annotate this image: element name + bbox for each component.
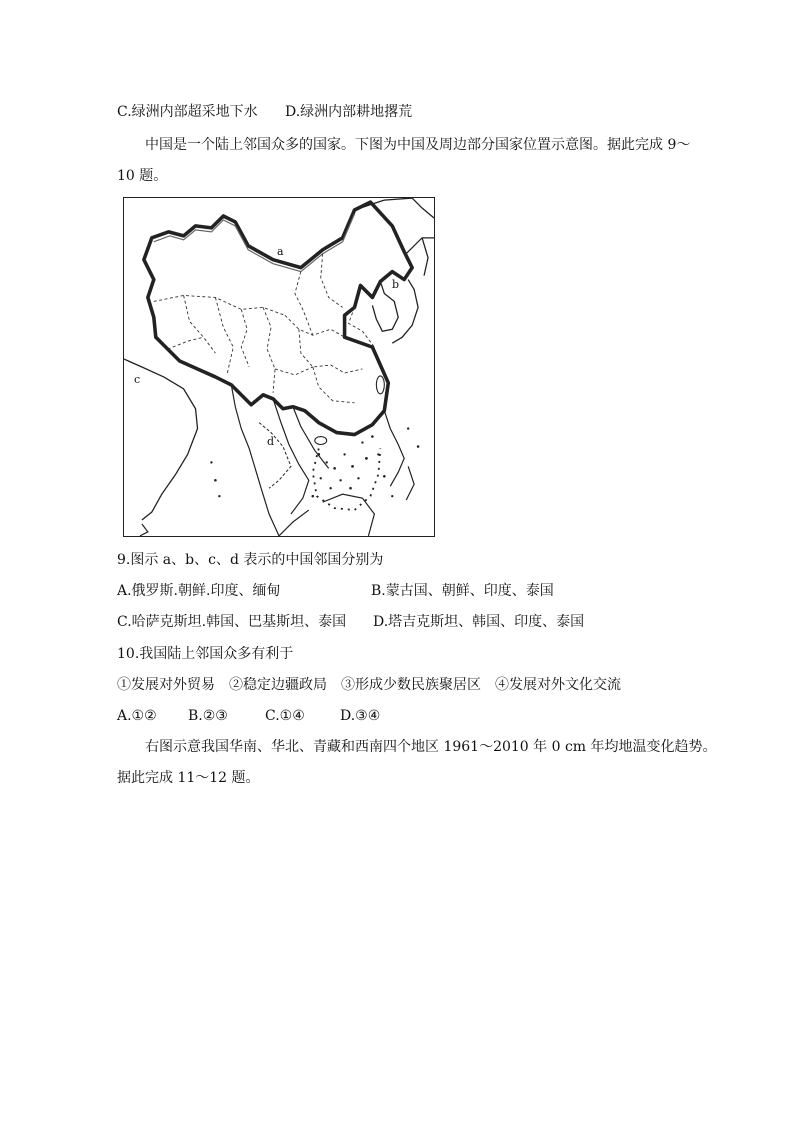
maritime-boundary [313,448,381,510]
q10-option-b: B.②③ [188,708,228,724]
russia-coast [355,198,434,254]
q9-option-a: A.俄罗斯.朝鲜.印度、缅甸 [117,583,281,599]
map-label-c: c [134,373,141,386]
q10-items: ①发展对外贸易 ②稳定边疆政局 ③形成少数民族聚居区 ④发展对外文化交流 [117,677,621,693]
prev-option-d: D.绿洲内部耕地撂荒 [285,104,413,120]
intro-line-2: 10 题。 [117,168,168,184]
china-neighbors-map [123,197,435,537]
border-line-inner [154,214,355,272]
q9-stem: 9.图示 a、b、c、d 表示的中国邻国分别为 [117,552,384,568]
philippines-outline [384,411,414,500]
q9-option-d: D.塔吉克斯坦、韩国、印度、泰国 [373,614,585,630]
prev-option-c: C.绿洲内部超采地下水 [117,104,258,120]
q9-option-c: C.哈萨克斯坦.韩国、巴基斯坦、泰国 [117,614,347,630]
map-label-d: d [267,435,275,448]
q9-option-b: B.蒙古国、朝鲜、印度、泰国 [371,583,554,599]
hainan-island [315,437,327,445]
malay-outline [279,510,309,536]
thailand-border [259,423,291,489]
map-label-a: a [277,245,284,258]
q10-option-c: C.①④ [265,708,305,724]
srilanka-outline [140,524,148,536]
map-label-b: b [392,278,400,291]
q10-stem: 10.我国陆上邻国众多有利于 [117,646,294,662]
intro2-line-1: 右图示意我国华南、华北、青藏和西南四个地区 1961～2010 年 0 cm 年均地温变化趋势。 [145,739,717,755]
intro-line-1: 中国是一个陆上邻国众多的国家。下图为中国及周边部分国家位置示意图。据此完成 9～ [145,137,691,153]
intro2-line-2: 据此完成 11～12 题。 [117,770,260,786]
dashed-province-lines [154,254,375,403]
q10-option-d: D.③④ [340,708,381,724]
taiwan-island [376,376,384,394]
q10-option-a: A.①② [117,708,157,724]
border-line [144,202,412,434]
